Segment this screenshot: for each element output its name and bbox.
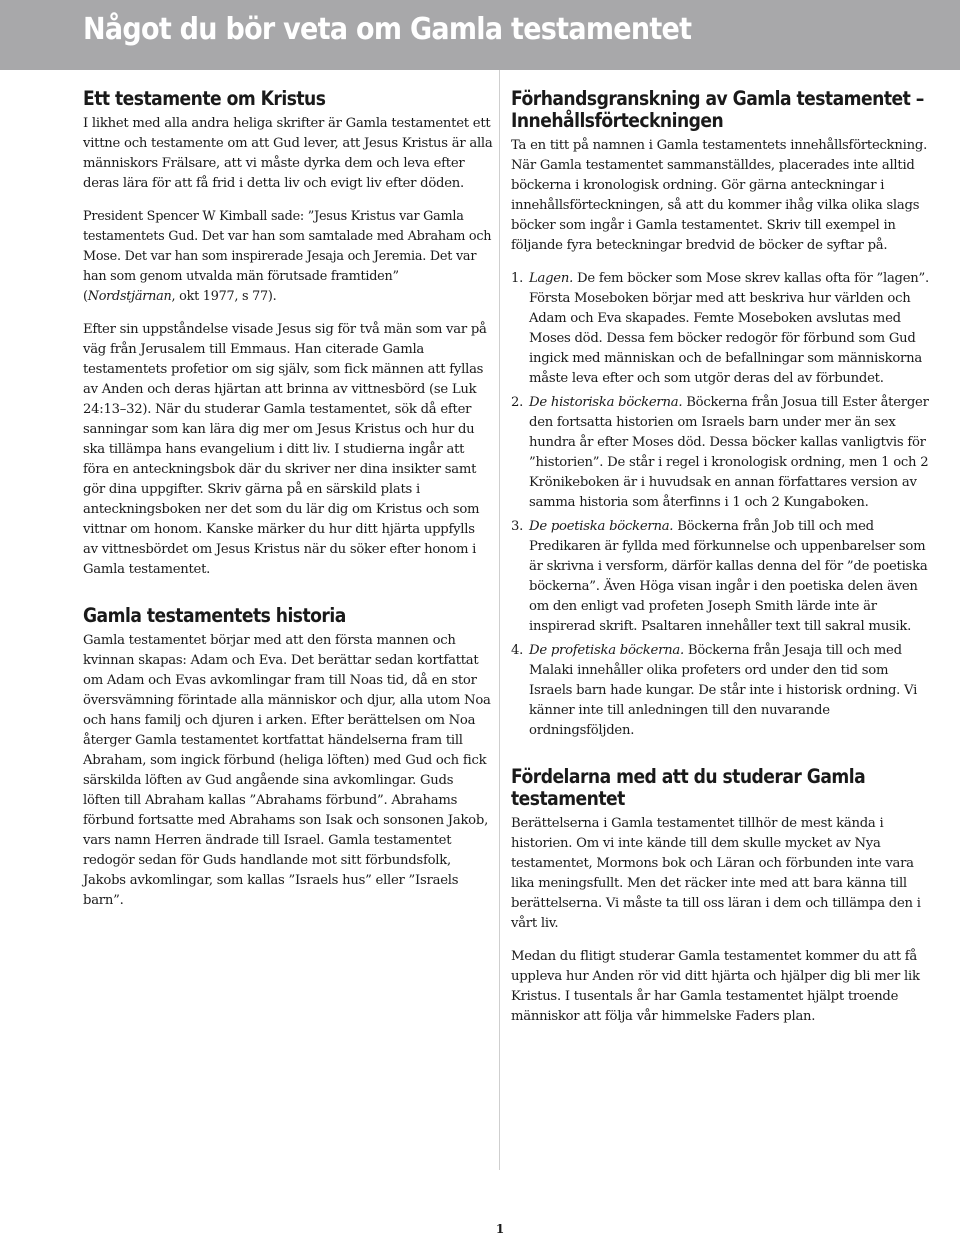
- list-item: [511, 393, 931, 513]
- left-column: [83, 88, 493, 936]
- list-text: Böckerna från Jesaja till och med Malaki innehåller olika profeters ord under den tid som Israels barn hade kungar. De står inte i historisk ordning. Vi känner inte till anledningen till den nuvarande ordningsföljden.: [529, 643, 918, 738]
- list-term: De poetiska böckerna.: [529, 519, 674, 534]
- list-item: [511, 517, 931, 637]
- paragraph: Efter sin uppståndelse visade Jesus sig för två män som var på väg från Jerusalem till Emmaus. Han citerade Gamla testamentets profetior om sig själv, som fick männen att fyllas av Anden och deras hjärtan att brinna av vittnesbörd (se Luk 24:13–32). När du studerar Gamla testamentet, sök då efter sanningar som kan lära dig mer om Jesus Kristus och hur du ska tillämpa hans evangelium i ditt liv. I studierna ingår att föra en anteckningsbok där du skriver ner dina insikter samt gör dina uppgifter. Skriv gärna på en särskild plats i anteckningsboken ner det som du lär dig om Kristus och som vittnar om honom. Kanske märker du hur ditt hjärta uppfylls av vittnesbördet om Jesus Kristus när du söker efter honom i Gamla testamentet.: [83, 322, 487, 577]
- section-historia: [83, 605, 493, 911]
- paragraph: Ta en titt på namnen i Gamla testamentets innehållsförteckning. När Gamla testamentet sammanställdes, placerades inte alltid böckerna i kronologisk ordning. Gör gärna anteckningar i innehållsförteckningen, så att du kommer ihåg vilka olika slags böcker som ingår i Gamla testamentet. Skriv till exempel in följande fyra beteckningar bredvid de böcker de syftar på.: [511, 138, 928, 253]
- list-term: Lagen.: [529, 271, 574, 286]
- paragraph: Gamla testamentet börjar med att den första mannen och kvinnan skapas: Adam och Eva. Det berättar sedan kortfattat om Adam och Evas avkomlingar fram till Noas tid, då en stor översvämning förintade alla människor och djur, alla utom Noa och hans familj och djuren i arken. Efter berättelsen om Noa återger Gamla testamentet kortfattat händelserna fram till Abraham, som ingick förbund (heliga löften) med Gud och fick särskilda löften av Gud angående sina avkomlingar. Guds löften till Abraham kallas ”Abrahams förbund”. Abrahams förbund fortsatte med Abrahams son Isak och sonsonen Jakob, vars namn Herren ändrade till Israel. Gamla testamentet redogör sedan för Guds handlande mot sitt förbundsfolk, Jakobs avkomlingar, som kallas ”Israels hus” eller ”Israels barn”.: [83, 633, 491, 908]
- list-text: Böckerna från Job till och med Predikaren är fyllda med förkunnelse och uppenbarelser som är skrivna i versform, därför kallas denna del för ”de poetiska böckerna”. Även Höga visan ingår i den poetiska delen även om den enligt vad profeten Joseph Smith lärde inte är inspirerad skrift. Psaltaren innehåller text till sakral musik.: [529, 519, 928, 634]
- section-heading: Fördelarna med att du studerar Gamla testamentet: [511, 765, 866, 810]
- section-forhandsgranskning: [511, 88, 931, 741]
- paragraph: I likhet med alla andra heliga skrifter är Gamla testamentet ett vittne och testamente om att Gud lever, att Jesus Kristus är alla människors Frälsare, att vi måste dyrka dem och leva efter deras lära för att få frid i detta liv och evigt liv efter döden.: [83, 116, 493, 191]
- list-term: De profetiska böckerna.: [529, 643, 684, 658]
- paragraph: Berättelserna i Gamla testamentet tillhör de mest kända i historien. Om vi inte kände till dem skulle mycket av Nya testamentet, Mormons bok och Läran och förbunden inte vara lika meningsfullt. Men det räcker inte med att bara känna till berättelserna. Vi måste ta till oss läran i dem och tillämpa den i vårt liv.: [511, 816, 921, 931]
- section-testament-om-kristus: [83, 88, 493, 580]
- quote-tail: , okt 1977, s 77).: [171, 289, 277, 304]
- section-heading: Förhandsgranskning av Gamla testamentet – Innehållsförteckningen: [511, 87, 924, 132]
- section-heading: Ett testamente om Kristus: [83, 87, 326, 110]
- book-category-list: [511, 269, 931, 741]
- page-title: Något du bör veta om Gamla testamentet: [83, 12, 692, 47]
- right-column: [511, 88, 931, 1052]
- list-number: 3.: [511, 519, 524, 534]
- list-number: 1.: [511, 271, 524, 286]
- list-text: De fem böcker som Mose skrev kallas ofta för ”lagen”. Första Moseboken börjar med att beskriva hur världen och Adam och Eva skapades. Femte Moseboken avslutas med Moses död. Dessa fem böcker redogör för förbund som Gud ingick med människan och de befallningar som människorna måste leva efter och som utgör deras del av förbundet.: [529, 271, 929, 386]
- paragraph: Medan du flitigt studerar Gamla testamentet kommer du att få uppleva hur Anden rör vid ditt hjärta och hjälper dig bli mer lik Kristus. I tusentals år har Gamla testamentet hjälpt troende människor att följa vår himmelske Faders plan.: [511, 949, 920, 1024]
- quote-source: Nordstjärnan: [87, 289, 172, 304]
- section-heading: Gamla testamentets historia: [83, 604, 346, 627]
- page-header: [0, 0, 960, 70]
- section-fordelarna: [511, 766, 931, 1027]
- quote-paragraph: [83, 207, 493, 307]
- list-item: [511, 641, 931, 741]
- list-number: 4.: [511, 643, 524, 658]
- quote-text: President Spencer W Kimball sade: ”Jesus Kristus var Gamla testamentets Gud. Det var han som samtalade med Abraham och Mose. Det var han som inspirerade Jesaja och Jeremia. Det var han som genom utvalda män förutsade framtiden” (: [83, 209, 492, 304]
- list-item: [511, 269, 931, 389]
- page-number: 1: [495, 1222, 505, 1236]
- column-divider: [499, 70, 500, 1170]
- list-text: Böckerna från Josua till Ester återger den fortsatta historien om Israels barn under mer än sex hundra år efter Moses död. Dessa böcker kallas vanligtvis för ”historien”. De står i regel i kronologisk ordning, men 1 och 2 Krönikeboken är i huvudsak en annan författares version av samma historia som återfinns i 1 och 2 Kungaboken.: [529, 395, 929, 510]
- list-number: 2.: [511, 395, 524, 410]
- list-term: De historiska böckerna.: [529, 395, 683, 410]
